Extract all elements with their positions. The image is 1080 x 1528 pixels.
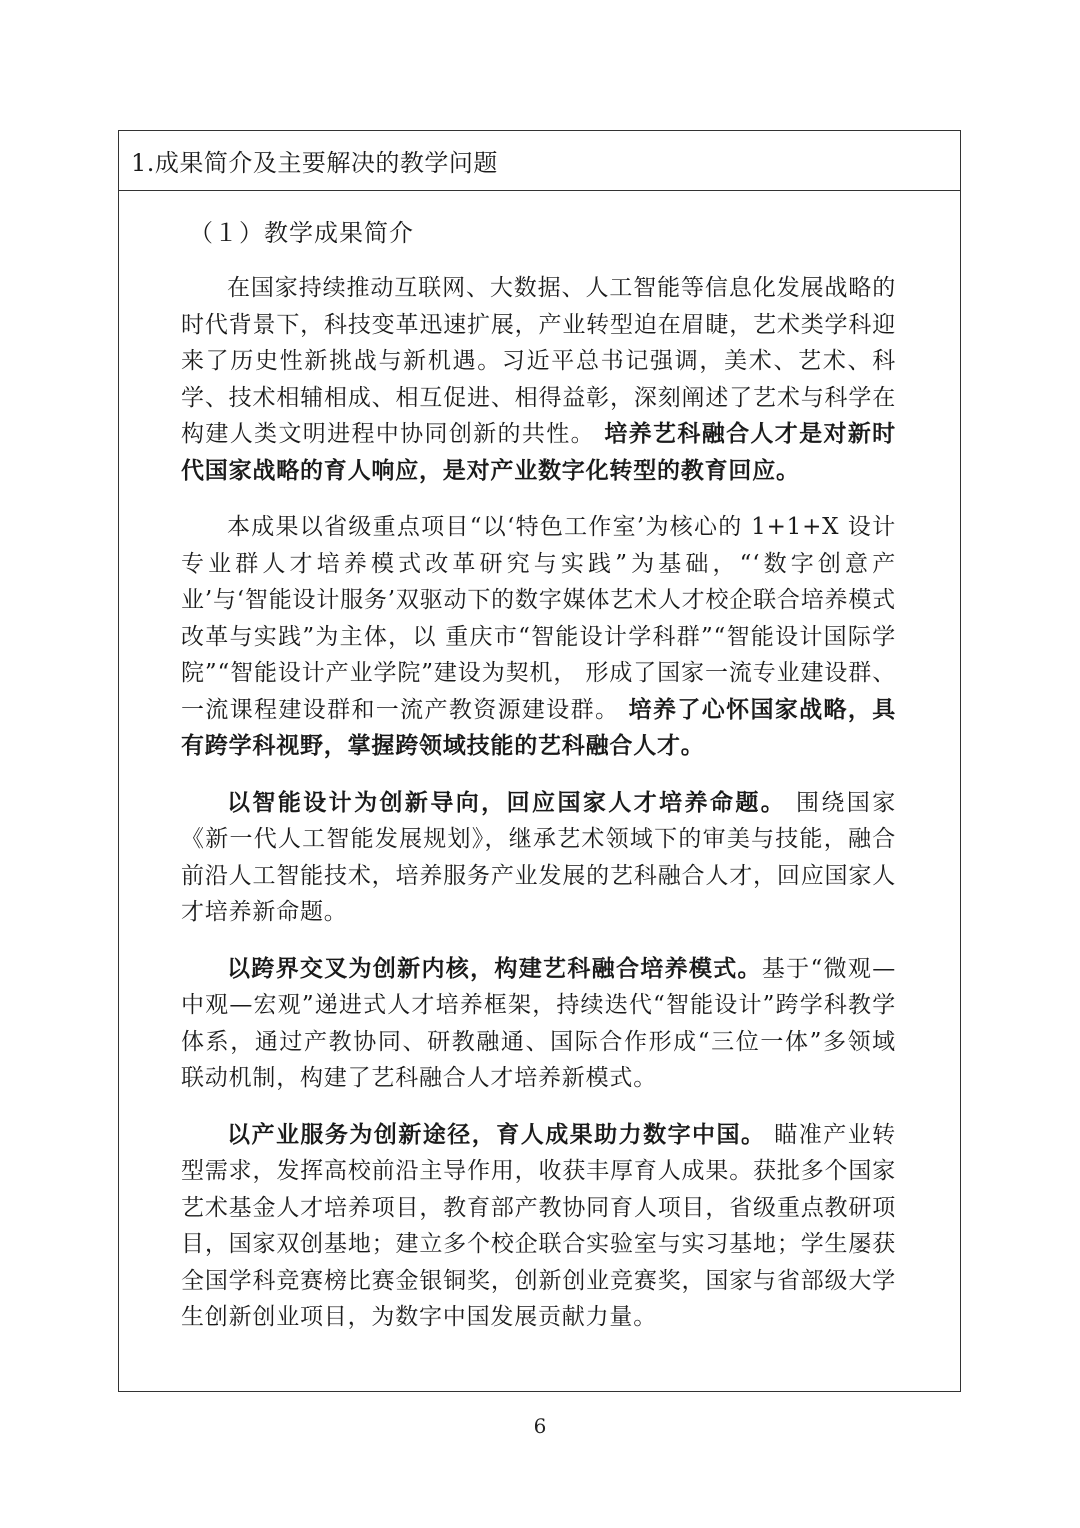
paragraph-text: 围绕国家《新一代人工智能发展规划》，继承艺术领域下的审美与技能，融合前沿人工智能技术，培养服务产业发展的艺科融合人才，回应国家人才培养新命题。	[181, 789, 897, 925]
paragraph-intro	[181, 270, 896, 489]
paragraph-core	[181, 951, 896, 1097]
paragraph-lead: 以跨界交叉为创新内核，构建艺科融合培养模式。	[227, 955, 762, 982]
page-number: 6	[533, 1414, 547, 1438]
paragraph-basis	[181, 509, 896, 765]
paragraph-text: 基于“微观—中观—宏观”递进式人才培养框架，持续迭代“智能设计”跨学科教学体系，通过产教协同、研教融通、国际合作形成“三位一体”多领域联动机制，构建了艺科融合人才培养新模式。	[181, 955, 896, 1091]
paragraph-lead: 以产业服务为创新途径，育人成果助力数字中国。	[227, 1121, 766, 1148]
paragraph-text: 瞄准产业转型需求，发挥高校前沿主导作用，收获丰厚育人成果。获批多个国家艺术基金人才培养项目，教育部产教协同育人项目，省级重点教研项目，国家双创基地；建立多个校企联合实验室与实习基地；学生屡获全国学科竞赛榜比赛金银铜奖，创新创业竞赛奖，国家与省部级大学生创新创业项目，为数字中国发展贡献力量。	[181, 1121, 896, 1330]
section-title: 1.成果简介及主要解决的教学问题	[119, 131, 960, 191]
paragraph-text: 本成果以省级重点项目“以‘特色工作室’为核心的 1+1+X 设计专业群人才培养模式改革研究与实践”为基础，“‘数字创意产业’与‘智能设计服务’双驱动下的数字媒体艺术人才校企联合培养模式改革与实践”为主体，以 重庆市“智能设计学科群”“智能设计国际学院”“智能设计产业学院”建设为契机， 形成了国家一流专业建设群、一流课程建设群和一流产教资源建设群。	[181, 514, 896, 723]
paragraph-emphasis: 培养艺科融合人才是对新时代国家战略的育人响应，是对产业数字化转型的教育回应。	[181, 421, 896, 484]
subheading: （１）教学成果简介	[189, 219, 414, 247]
paragraph-lead: 以智能设计为创新导向，回应国家人才培养命题。	[227, 789, 787, 816]
paragraph-text: 在国家持续推动互联网、大数据、人工智能等信息化发展战略的时代背景下，科技变革迅速扩展，产业转型迫在眉睫，艺术类学科迎来了历史性新挑战与新机遇。习近平总书记强调，美术、艺术、科学、技术相辅相成、相互促进、相得益彰，深刻阐述了艺术与科学在构建人类文明进程中协同创新的共性。	[181, 275, 896, 447]
paragraph-outcome	[181, 1117, 896, 1336]
section-body	[119, 191, 960, 1336]
paragraph-orientation	[181, 785, 896, 931]
paragraph-emphasis: 培养了心怀国家战略，具有跨学科视野，掌握跨领域技能的艺科融合人才。	[181, 696, 896, 759]
section-frame	[118, 130, 961, 1392]
